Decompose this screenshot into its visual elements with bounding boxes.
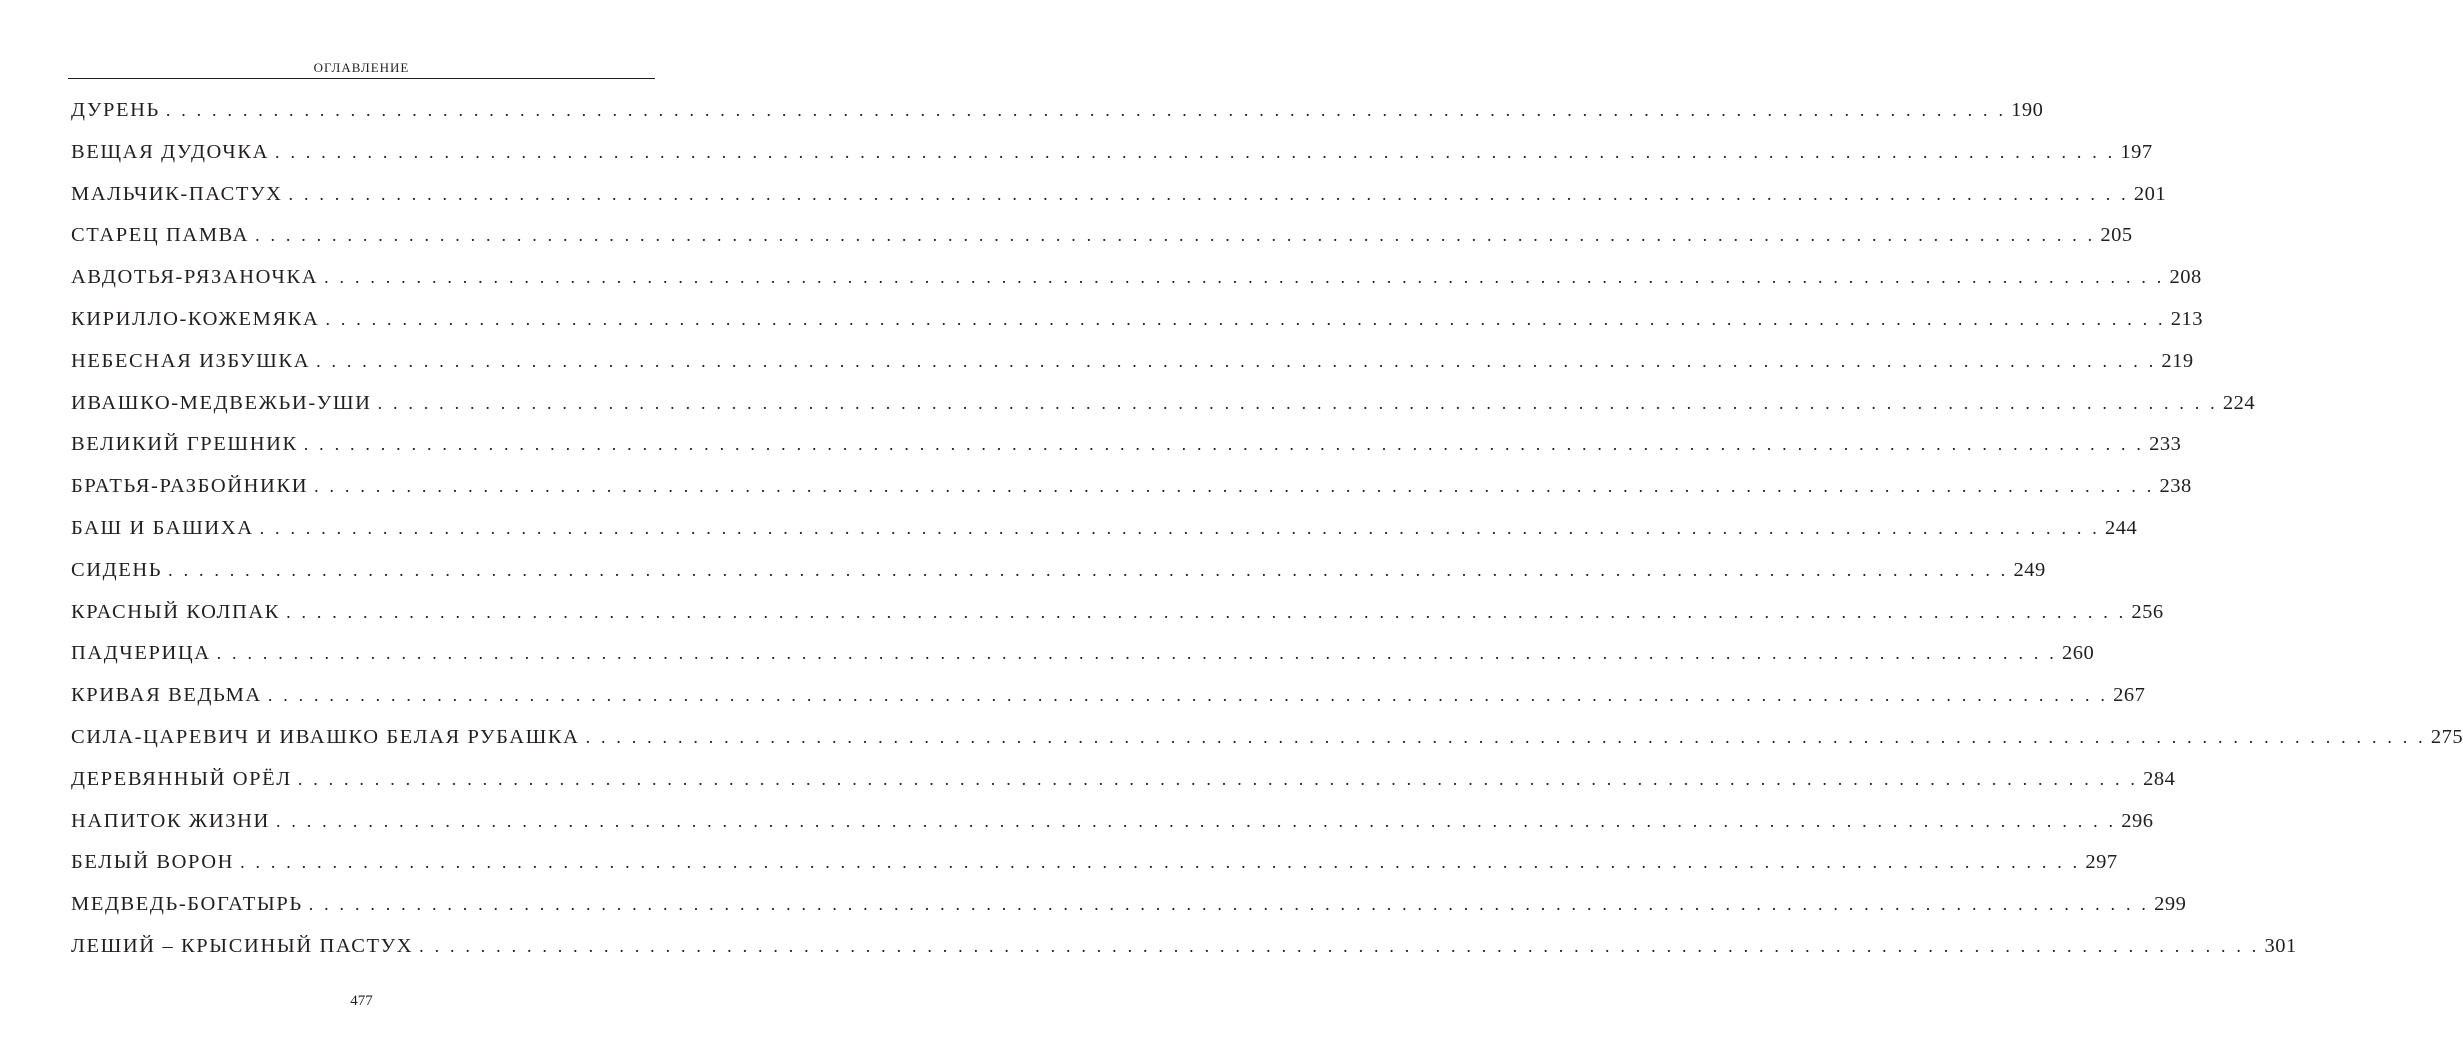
toc-entry-page: 201 bbox=[2133, 182, 2167, 205]
toc-entry[interactable] bbox=[71, 341, 2194, 383]
toc-entry-page: 260 bbox=[2061, 642, 2095, 665]
toc-entry-title: СТАРЕЦ ПАМВА bbox=[71, 224, 250, 247]
toc-entry-title: МЕДВЕДЬ-БОГАТЫРЬ bbox=[71, 893, 303, 916]
toc-entry-page: 197 bbox=[2120, 140, 2153, 163]
toc-entry[interactable] bbox=[71, 132, 2153, 174]
toc-entry[interactable] bbox=[71, 424, 2182, 466]
dot-leader: . . . . . . . . . . . . . . . . . . . . . . . . . . . . . . . . . . . . . . . . . . . . . . . . . . . . . . . . . . . . . . . . . . . . . . . . . . . . . . . . . . . . . . . . . . . . . . . . . . . . . . . . . . . . . . . . . . . . . . . . bbox=[419, 935, 2260, 956]
dot-leader: . . . . . . . . . . . . . . . . . . . . . . . . . . . . . . . . . . . . . . . . . . . . . . . . . . . . . . . . . . . . . . . . . . . . . . . . . . . . . . . . . . . . . . . . . . . . . . . . . . . . . . . . . . . . . . . . . . . . . . . . bbox=[297, 768, 2139, 789]
dot-leader: . . . . . . . . . . . . . . . . . . . . . . . . . . . . . . . . . . . . . . . . . . . . . . . . . . . . . . . . . . . . . . . . . . . . . . . . . . . . . . . . . . . . . . . . . . . . . . . . . . . . . . . . . . . . . . . . . . . . . . . . bbox=[240, 852, 2081, 873]
toc-entry-title: ВЕЩАЯ ДУДОЧКА bbox=[71, 140, 270, 163]
toc-entry[interactable] bbox=[71, 466, 2192, 508]
toc-entry[interactable] bbox=[71, 299, 2204, 341]
toc-entry-page: 297 bbox=[2085, 851, 2118, 874]
toc-entry[interactable] bbox=[71, 90, 2044, 132]
dot-leader: . . . . . . . . . . . . . . . . . . . . . . . . . . . . . . . . . . . . . . . . . . . . . . . . . . . . . . . . . . . . . . . . . . . . . . . . . . . . . . . . . . . . . . . . . . . . . . . . . . . . . . . . . . . . . . . . . . . . . . . . bbox=[303, 434, 2145, 455]
dot-leader: . . . . . . . . . . . . . . . . . . . . . . . . . . . . . . . . . . . . . . . . . . . . . . . . . . . . . . . . . . . . . . . . . . . . . . . . . . . . . . . . . . . . . . . . . . . . . . . . . . . . . . . . . . . . . . . . . . . . . . . . bbox=[324, 267, 2165, 288]
toc-entry-page: 190 bbox=[2011, 99, 2044, 121]
dot-leader: . . . . . . . . . . . . . . . . . . . . . . . . . . . . . . . . . . . . . . . . . . . . . . . . . . . . . . . . . . . . . . . . . . . . . . . . . . . . . . . . . . . . . . . . . . . . . . . . . . . . . . . . . . . . . . . . . . . . . . . . bbox=[259, 517, 2100, 538]
toc-entry-page: 233 bbox=[2149, 433, 2182, 456]
dot-leader: . . . . . . . . . . . . . . . . . . . . . . . . . . . . . . . . . . . . . . . . . . . . . . . . . . . . . . . . . . . . . . . . . . . . . . . . . . . . . . . . . . . . . . . . . . . . . . . . . . . . . . . . . . . . . . . . . . . . . . . . bbox=[275, 810, 2117, 831]
toc-entry-page: 219 bbox=[2161, 349, 2194, 372]
toc-entry-title: ИВАШКО-МЕДВЕЖЬИ-УШИ bbox=[71, 391, 372, 414]
toc-entry-page: 275 bbox=[2430, 725, 2463, 748]
dot-leader: . . . . . . . . . . . . . . . . . . . . . . . . . . . . . . . . . . . . . . . . . . . . . . . . . . . . . . . . . . . . . . . . . . . . . . . . . . . . . . . . . . . . . . . . . . . . . . . . . . . . . . . . . . . . . . . . . . . . . . . . bbox=[316, 350, 2157, 371]
toc-entry-page: 256 bbox=[2131, 600, 2164, 623]
toc-entry[interactable] bbox=[71, 174, 2167, 216]
toc-entry-page: 205 bbox=[2100, 224, 2133, 247]
header-rule bbox=[68, 78, 655, 79]
toc-entry-title: БРАТЬЯ-РАЗБОЙНИКИ bbox=[71, 475, 309, 498]
toc-entry-title: ДЕРЕВЯННЫЙ ОРЁЛ bbox=[71, 767, 292, 790]
toc-entry-title: ЛЕШИЙ – КРЫСИНЫЙ ПАСТУХ bbox=[71, 934, 414, 957]
toc-entry[interactable] bbox=[71, 383, 2256, 425]
dot-leader: . . . . . . . . . . . . . . . . . . . . . . . . . . . . . . . . . . . . . . . . . . . . . . . . . . . . . . . . . . . . . . . . . . . . . . . . . . . . . . . . . . . . . . . . . . . . . . . . . . . . . . . . . . . . . . . . . . . . . . . . bbox=[308, 894, 2150, 915]
toc-entry-title: КИРИЛЛО-КОЖЕМЯКА bbox=[71, 307, 320, 330]
toc-entry[interactable] bbox=[71, 717, 2463, 759]
toc-entry[interactable] bbox=[71, 675, 2146, 717]
dot-leader: . . . . . . . . . . . . . . . . . . . . . . . . . . . . . . . . . . . . . . . . . . . . . . . . . . . . . . . . . . . . . . . . . . . . . . . . . . . . . . . . . . . . . . . . . . . . . . . . . . . . . . . . . . . . . . . . . . . . . . . . bbox=[168, 559, 2009, 580]
toc-entry-title: АВДОТЬЯ-РЯЗАНОЧКА bbox=[71, 266, 319, 289]
toc-entry-page: 244 bbox=[2104, 516, 2138, 539]
toc-entry[interactable] bbox=[71, 842, 2118, 884]
toc-entry[interactable] bbox=[71, 884, 2187, 926]
toc-entry-title: КРИВАЯ ВЕДЬМА bbox=[71, 684, 262, 707]
toc-entry-title: КРАСНЫЙ КОЛПАК bbox=[71, 600, 281, 623]
dot-leader: . . . . . . . . . . . . . . . . . . . . . . . . . . . . . . . . . . . . . . . . . . . . . . . . . . . . . . . . . . . . . . . . . . . . . . . . . . . . . . . . . . . . . . . . . . . . . . . . . . . . . . . . . . . . . . . . . . . . . . . . bbox=[267, 685, 2109, 706]
toc-entry[interactable] bbox=[71, 801, 2154, 843]
toc-entry-page: 213 bbox=[2170, 307, 2204, 330]
dot-leader: . . . . . . . . . . . . . . . . . . . . . . . . . . . . . . . . . . . . . . . . . . . . . . . . . . . . . . . . . . . . . . . . . . . . . . . . . . . . . . . . . . . . . . . . . . . . . . . . . . . . . . . . . . . . . . . . . . . . . . . . bbox=[286, 601, 2127, 622]
toc-entry-title: ВЕЛИКИЙ ГРЕШНИК bbox=[71, 433, 298, 456]
table-of-contents bbox=[71, 90, 2463, 968]
dot-leader: . . . . . . . . . . . . . . . . . . . . . . . . . . . . . . . . . . . . . . . . . . . . . . . . . . . . . . . . . . . . . . . . . . . . . . . . . . . . . . . . . . . . . . . . . . . . . . . . . . . . . . . . . . . . . . . . . . . . . . . . bbox=[165, 100, 2007, 120]
toc-entry-page: 238 bbox=[2159, 475, 2192, 498]
toc-entry-title: ДУРЕНЬ bbox=[71, 99, 160, 121]
toc-entry-page: 299 bbox=[2154, 893, 2187, 916]
toc-entry[interactable] bbox=[71, 926, 2297, 968]
toc-entry-page: 249 bbox=[2013, 558, 2046, 581]
dot-leader: . . . . . . . . . . . . . . . . . . . . . . . . . . . . . . . . . . . . . . . . . . . . . . . . . . . . . . . . . . . . . . . . . . . . . . . . . . . . . . . . . . . . . . . . . . . . . . . . . . . . . . . . . . . . . . . . . . . . . . . . bbox=[325, 308, 2166, 329]
toc-entry-title: НЕБЕСНАЯ ИЗБУШКА bbox=[71, 349, 311, 372]
toc-entry-page: 284 bbox=[2143, 767, 2176, 790]
toc-entry[interactable] bbox=[71, 215, 2133, 257]
dot-leader: . . . . . . . . . . . . . . . . . . . . . . . . . . . . . . . . . . . . . . . . . . . . . . . . . . . . . . . . . . . . . . . . . . . . . . . . . . . . . . . . . . . . . . . . . . . . . . . . . . . . . . . . . . . . . . . . . . . . . . . . bbox=[585, 726, 2426, 747]
dot-leader: . . . . . . . . . . . . . . . . . . . . . . . . . . . . . . . . . . . . . . . . . . . . . . . . . . . . . . . . . . . . . . . . . . . . . . . . . . . . . . . . . . . . . . . . . . . . . . . . . . . . . . . . . . . . . . . . . . . . . . . . bbox=[314, 476, 2155, 497]
toc-entry-title: БАШ И БАШИХА bbox=[71, 516, 254, 539]
toc-entry-page: 296 bbox=[2121, 809, 2154, 832]
toc-entry-title: БЕЛЫЙ ВОРОН bbox=[71, 851, 235, 874]
toc-entry-page: 208 bbox=[2169, 266, 2202, 289]
toc-entry-title: СИДЕНЬ bbox=[71, 558, 163, 581]
dot-leader: . . . . . . . . . . . . . . . . . . . . . . . . . . . . . . . . . . . . . . . . . . . . . . . . . . . . . . . . . . . . . . . . . . . . . . . . . . . . . . . . . . . . . . . . . . . . . . . . . . . . . . . . . . . . . . . . . . . . . . . . bbox=[216, 643, 2057, 664]
toc-entry-page: 224 bbox=[2222, 391, 2256, 414]
toc-entry[interactable] bbox=[71, 257, 2202, 299]
toc-entry-title: МАЛЬЧИК-ПАСТУХ bbox=[71, 182, 283, 205]
dot-leader: . . . . . . . . . . . . . . . . . . . . . . . . . . . . . . . . . . . . . . . . . . . . . . . . . . . . . . . . . . . . . . . . . . . . . . . . . . . . . . . . . . . . . . . . . . . . . . . . . . . . . . . . . . . . . . . . . . . . . . . . bbox=[275, 141, 2116, 162]
page-number: 477 bbox=[350, 993, 373, 1009]
dot-leader: . . . . . . . . . . . . . . . . . . . . . . . . . . . . . . . . . . . . . . . . . . . . . . . . . . . . . . . . . . . . . . . . . . . . . . . . . . . . . . . . . . . . . . . . . . . . . . . . . . . . . . . . . . . . . . . . . . . . . . . . bbox=[255, 225, 2096, 246]
toc-entry[interactable] bbox=[71, 759, 2176, 801]
toc-entry-title: ПАДЧЕРИЦА bbox=[71, 642, 211, 665]
toc-entry[interactable] bbox=[71, 592, 2164, 634]
toc-entry-page: 301 bbox=[2264, 934, 2297, 957]
dot-leader: . . . . . . . . . . . . . . . . . . . . . . . . . . . . . . . . . . . . . . . . . . . . . . . . . . . . . . . . . . . . . . . . . . . . . . . . . . . . . . . . . . . . . . . . . . . . . . . . . . . . . . . . . . . . . . . . . . . . . . . . bbox=[377, 392, 2218, 413]
toc-entry[interactable] bbox=[71, 633, 2095, 675]
toc-entry[interactable] bbox=[71, 508, 2138, 550]
toc-entry-page: 267 bbox=[2113, 684, 2146, 707]
dot-leader: . . . . . . . . . . . . . . . . . . . . . . . . . . . . . . . . . . . . . . . . . . . . . . . . . . . . . . . . . . . . . . . . . . . . . . . . . . . . . . . . . . . . . . . . . . . . . . . . . . . . . . . . . . . . . . . . . . . . . . . . bbox=[288, 183, 2129, 204]
toc-entry[interactable] bbox=[71, 550, 2046, 592]
toc-entry-title: СИЛА-ЦАРЕВИЧ И ИВАШКО БЕЛАЯ РУБАШКА bbox=[71, 725, 580, 748]
running-head: ОГЛАВЛЕНИЕ bbox=[313, 60, 410, 75]
toc-entry-title: НАПИТОК ЖИЗНИ bbox=[71, 809, 270, 832]
